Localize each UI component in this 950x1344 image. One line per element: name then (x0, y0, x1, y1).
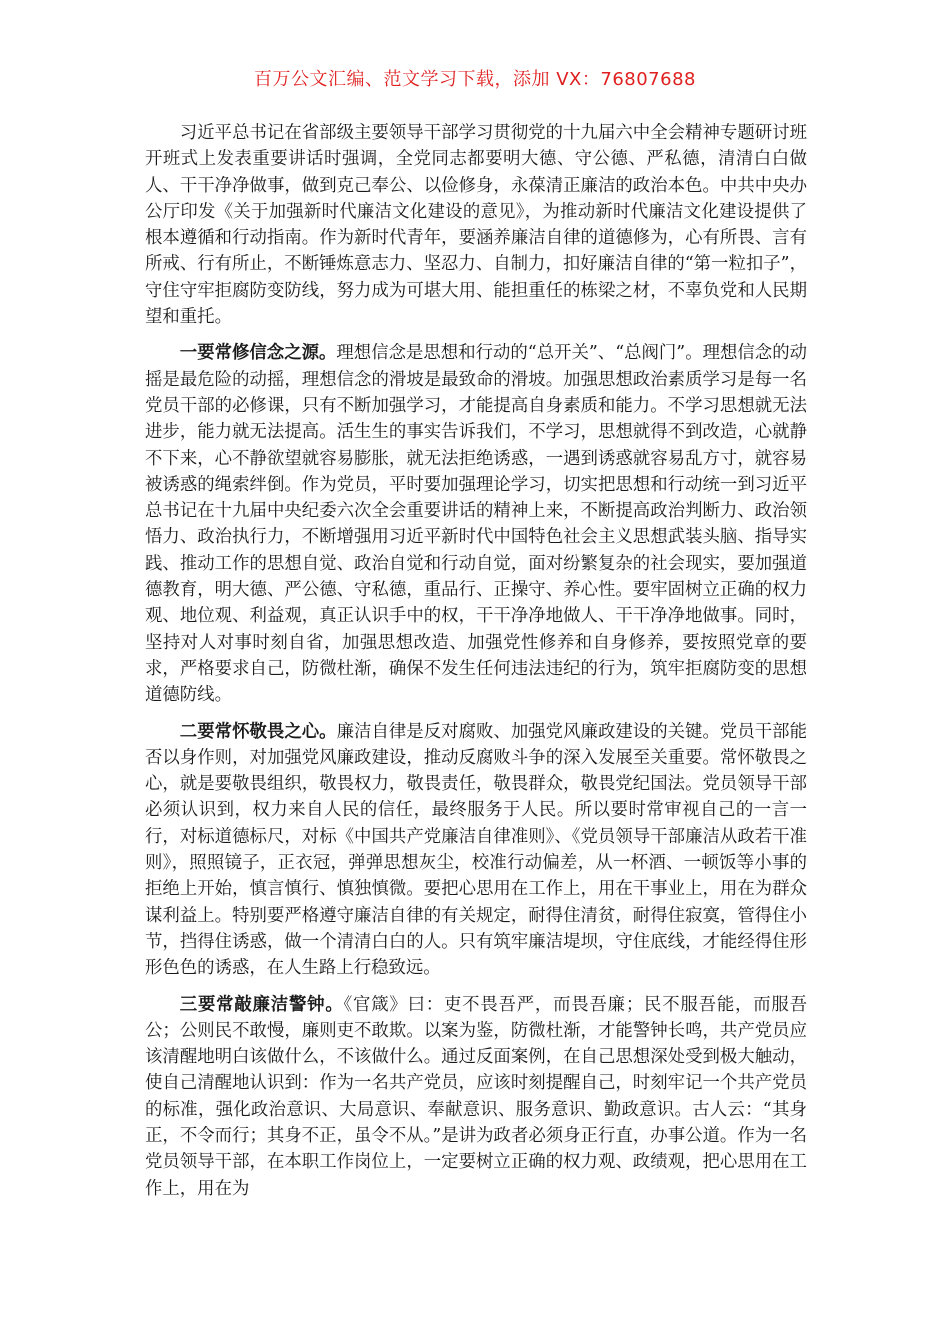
intro-paragraph (145, 120, 807, 330)
section-paragraph-1 (145, 340, 807, 708)
paragraph-text: 理想信念是思想和行动的“总开关”、“总阀门”。理想信念的动摇是最危险的动摇，理想信念的滑坡是最致命的滑坡。加强思想政治素质学习是每一名党员干部的必修课，只有不断加强学习，才能提高自身素质和能力。不学习思想就无法进步，能力就无法提高。活生生的事实告诉我们，不学习，思想就得不到改造，心就静不下来，心不静欲望就容易膨胀，就无法拒绝诱惑，一遇到诱惑就容易乱方寸，就容易被诱惑的绳索绊倒。作为党员，平时要加强理论学习，切实把思想和行动统一到习近平总书记在十九届中央纪委六次全会重要讲话的精神上来，不断提高政治判断力、政治领悟力、政治执行力，不断增强用习近平新时代中国特色社会主义思想武装头脑、指导实践、推动工作的思想自觉、政治自觉和行动自觉，面对纷繁复杂的社会现实，要加强道德教育，明大德、严公德、守私德，重品行、正操守、养心性。要牢固树立正确的权力观、地位观、利益观，真正认识手中的权，干干净净地做人、干干净净地做事。同时，坚持对人对事时刻自省，加强思想改造、加强党性修养和自身修养，要按照党章的要求，严格要求自己，防微杜渐，确保不发生任何违法违纪的行为，筑牢拒腐防变的思想道德防线。 (145, 343, 807, 706)
paragraph-text: 习近平总书记在省部级主要领导干部学习贯彻党的十九届六中全会精神专题研讨班开班式上发表重要讲话时强调，全党同志都要明大德、守公德、严私德，清清白白做人、干干净净做事，做到克己奉公、以俭修身，永葆清正廉洁的政治本色。中共中央办公厅印发《关于加强新时代廉洁文化建设的意见》，为推动新时代廉洁文化建设提供了根本遵循和行动指南。作为新时代青年，要涵养廉洁自律的道德修为，心有所畏、言有所戒、行有所止，不断锤炼意志力、坚忍力、自制力，扣好廉洁自律的“第一粒扣子”，守住守牢拒腐防变防线，努力成为可堪大用、能担重任的栋梁之材，不辜负党和人民期望和重托。 (145, 123, 807, 328)
section-heading: 二要常怀敬畏之心。 (179, 721, 337, 742)
section-heading: 一要常修信念之源。 (179, 343, 337, 364)
section-heading: 三要常敲廉洁警钟。 (179, 994, 344, 1015)
document-body (145, 120, 807, 1212)
paragraph-text: 《官箴》曰：吏不畏吾严，而畏吾廉；民不服吾能，而服吾公；公则民不敢慢，廉则吏不敢欺。以案为鉴，防微杜渐，才能警钟长鸣，共产党员应该清醒地明白该做什么，不该做什么。通过反面案例，在自己思想深处受到极大触动，使自己清醒地认识到：作为一名共产党员，应该时刻提醒自己，时刻牢记一个共产党员的标准，强化政治意识、大局意识、奉献意识、服务意识、勤政意识。古人云：“其身正，不令而行；其身不正，虽令不从。”是讲为政者必须身正行直，办事公道。作为一名党员领导干部，在本职工作岗位上，一定要树立正确的权力观、政绩观，把心思用在工作上，用在为 (145, 994, 807, 1199)
watermark-header: 百万公文汇编、范文学习下载，添加 VX：76807688 (254, 69, 696, 90)
section-paragraph-2 (145, 719, 807, 982)
section-paragraph-3 (145, 992, 807, 1202)
paragraph-text: 廉洁自律是反对腐败、加强党风廉政建设的关键。党员干部能否以身作则，对加强党风廉政建设，推动反腐败斗争的深入发展至关重要。常怀敬畏之心，就是要敬畏组织，敬畏权力，敬畏责任，敬畏群众，敬畏党纪国法。党员领导干部必须认识到，权力来自人民的信任，最终服务于人民。所以要时常审视自己的一言一行，对标道德标尺，对标《中国共产党廉洁自律准则》、《党员领导干部廉洁从政若干准则》，照照镜子，正衣冠，弹弹思想灰尘，校准行动偏差，从一杯酒、一顿饭等小事的拒绝上开始，慎言慎行、慎独慎微。要把心思用在工作上，用在干事业上，用在为群众谋利益上。特别要严格遵守廉洁自律的有关规定，耐得住清贫，耐得住寂寞，管得住小节，挡得住诱惑，做一个清清白白的人。只有筑牢廉洁堤坝，守住底线，才能经得住形形色色的诱惑，在人生路上行稳致远。 (145, 721, 807, 979)
